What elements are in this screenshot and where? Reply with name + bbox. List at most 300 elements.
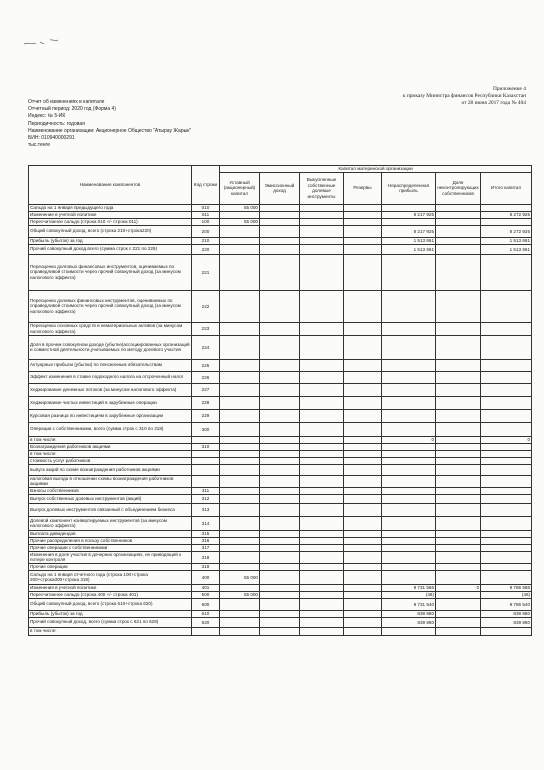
share-capital-cell — [220, 443, 260, 450]
non-controlling-cell — [436, 396, 481, 409]
reserves-cell — [344, 537, 382, 544]
row-name: Переоценка долевых финансовых инструментов, оцениваемых по справедливой стоимости через прочий совокупный доход (за минусом налогового эффекта) — [29, 290, 192, 322]
total-equity-cell: 8 272 925 — [481, 211, 532, 218]
treasury-shares-cell — [300, 627, 344, 635]
row-name: выпуск акций по схеме вознаграждения работников акциями — [29, 464, 192, 475]
total-equity-cell — [481, 464, 532, 475]
retained-earnings-cell — [382, 494, 436, 503]
row-code: 312 — [192, 494, 220, 503]
reserves-cell — [344, 551, 382, 563]
non-controlling-cell — [436, 383, 481, 396]
treasury-shares-cell — [300, 450, 344, 457]
share-capital-cell — [220, 598, 260, 610]
retained-earnings-cell — [382, 409, 436, 422]
non-controlling-cell — [436, 359, 481, 371]
non-controlling-cell — [436, 475, 481, 487]
share-capital-cell — [220, 537, 260, 544]
non-controlling-cell — [436, 409, 481, 422]
treasury-shares-cell — [300, 225, 344, 237]
table-row — [29, 530, 532, 537]
retained-earnings-cell — [382, 218, 436, 225]
row-name: Сальдо на 1 января предыдущего года — [29, 204, 192, 211]
treasury-shares-cell — [300, 617, 344, 627]
reserves-cell — [344, 322, 382, 335]
share-capital-cell — [220, 503, 260, 516]
reserves-cell — [344, 254, 382, 290]
retained-earnings-cell — [382, 537, 436, 544]
row-code: 225 — [192, 359, 220, 371]
reserves-cell — [344, 211, 382, 218]
share-capital-cell: 55 000 — [220, 218, 260, 225]
reserves-cell — [344, 598, 382, 610]
table-row — [29, 570, 532, 584]
table-row — [29, 218, 532, 225]
treasury-shares-cell — [300, 475, 344, 487]
treasury-shares-cell — [300, 443, 344, 450]
treasury-shares-cell — [300, 218, 344, 225]
reserves-cell — [344, 464, 382, 475]
total-equity-cell — [481, 443, 532, 450]
row-name: Прочие распределения в пользу собственников — [29, 537, 192, 544]
share-capital-cell — [220, 290, 260, 322]
row-name: Актуарные прибыли (убытки) по пенсионным обязательствам — [29, 359, 192, 371]
share-capital-cell — [220, 563, 260, 570]
reserves-cell — [344, 530, 382, 537]
reserves-cell — [344, 591, 382, 598]
non-controlling-cell — [436, 457, 481, 464]
total-equity-cell: 839 860 — [481, 617, 532, 627]
share-premium-cell — [260, 494, 300, 503]
non-controlling-cell — [436, 218, 481, 225]
retained-earnings-cell — [382, 627, 436, 635]
share-capital-cell — [220, 225, 260, 237]
treasury-shares-cell — [300, 371, 344, 383]
non-controlling-cell — [436, 617, 481, 627]
total-equity-cell — [481, 494, 532, 503]
table-row — [29, 464, 532, 475]
share-premium-cell — [260, 457, 300, 464]
non-controlling-cell — [436, 537, 481, 544]
share-premium-cell — [260, 551, 300, 563]
row-code: 318 — [192, 551, 220, 563]
row-code: 227 — [192, 383, 220, 396]
reserves-cell — [344, 617, 382, 627]
row-code: 310 — [192, 443, 220, 450]
row-name: Общий совокупный доход, всего (строка 210+строка220) — [29, 225, 192, 237]
treasury-shares-cell — [300, 436, 344, 443]
row-code — [192, 475, 220, 487]
table-row — [29, 225, 532, 237]
share-premium-cell — [260, 563, 300, 570]
reserves-cell — [344, 610, 382, 617]
reserves-cell — [344, 544, 382, 551]
share-capital-cell — [220, 494, 260, 503]
row-code: 220 — [192, 244, 220, 254]
row-name: Пересчитанное сальдо (строка 400 +/- строка 401) — [29, 591, 192, 598]
header-row-code: Код строки — [192, 166, 220, 205]
row-name: в том числе: — [29, 436, 192, 443]
row-name: Прочие операции с собственниками — [29, 544, 192, 551]
treasury-shares-cell — [300, 290, 344, 322]
table-row — [29, 409, 532, 422]
share-capital-cell — [220, 211, 260, 218]
total-equity-cell — [481, 475, 532, 487]
row-name: Хеджирование денежных потоков (за минусом налогового эффекта) — [29, 383, 192, 396]
header-total-equity: Итого капитал — [481, 172, 532, 204]
treasury-shares-cell — [300, 383, 344, 396]
reserves-cell — [344, 475, 382, 487]
non-controlling-cell — [436, 591, 481, 598]
row-code: 223 — [192, 322, 220, 335]
row-code: 400 — [192, 570, 220, 584]
row-name: Сальдо на 1 января отчетного года (строка 100+строка 200+строка300+строка 319) — [29, 570, 192, 584]
table-row — [29, 598, 532, 610]
retained-earnings-cell — [382, 204, 436, 211]
row-name: Выпуск собственных долевых инструментов (акций) — [29, 494, 192, 503]
share-capital-cell — [220, 409, 260, 422]
row-code: 314 — [192, 516, 220, 530]
row-code: 228 — [192, 396, 220, 409]
non-controlling-cell — [436, 244, 481, 254]
retained-earnings-cell — [382, 450, 436, 457]
non-controlling-cell — [436, 487, 481, 494]
share-premium-cell — [260, 487, 300, 494]
table-row — [29, 544, 532, 551]
share-capital-cell — [220, 457, 260, 464]
non-controlling-cell — [436, 204, 481, 211]
non-controlling-cell — [436, 503, 481, 516]
retained-earnings-cell — [382, 516, 436, 530]
retained-earnings-cell — [382, 443, 436, 450]
total-equity-cell: 8 272 925 — [481, 225, 532, 237]
table-row — [29, 443, 532, 450]
retained-earnings-cell: 839 860 — [382, 617, 436, 627]
treasury-shares-cell — [300, 598, 344, 610]
total-equity-cell: 1 513 661 — [481, 244, 532, 254]
total-equity-cell: (46) — [481, 591, 532, 598]
row-name: Прочий совокупный доход, всего (сумма строк с 621 по 629) — [29, 617, 192, 627]
non-controlling-cell — [436, 290, 481, 322]
row-name: Переоценка долговых финансовых инструментов, оцениваемых по справедливой стоимости через прочий совокупный доход (за минусом налогового эффекта) — [29, 254, 192, 290]
row-name: в том числе: — [29, 450, 192, 457]
share-capital-cell — [220, 475, 260, 487]
total-equity-cell — [481, 450, 532, 457]
row-code: 620 — [192, 617, 220, 627]
row-code: 229 — [192, 409, 220, 422]
non-controlling-cell — [436, 551, 481, 563]
appendix-line-1: Приложение 4 — [493, 86, 526, 92]
header-retained-earnings: Нераспределенная прибыль — [382, 172, 436, 204]
treasury-shares-cell — [300, 359, 344, 371]
row-name: Долевой компонент конвертируемых инструментов (за минусом налогового эффекта) — [29, 516, 192, 530]
reserves-cell — [344, 359, 382, 371]
table-row — [29, 563, 532, 570]
share-premium-cell — [260, 244, 300, 254]
treasury-shares-cell — [300, 516, 344, 530]
treasury-shares-cell — [300, 204, 344, 211]
share-capital-cell — [220, 244, 260, 254]
row-code: 200 — [192, 225, 220, 237]
treasury-shares-cell — [300, 457, 344, 464]
share-capital-cell — [220, 464, 260, 475]
appendix-line-2: к приказу Министра финансов Республики Казахстан — [402, 93, 526, 99]
share-premium-cell — [260, 598, 300, 610]
table-row — [29, 204, 532, 211]
row-code: 316 — [192, 537, 220, 544]
treasury-shares-cell — [300, 211, 344, 218]
share-premium-cell — [260, 570, 300, 584]
treasury-shares-cell — [300, 537, 344, 544]
treasury-shares-cell — [300, 544, 344, 551]
retained-earnings-cell: (46) — [382, 591, 436, 598]
treasury-shares-cell — [300, 396, 344, 409]
retained-earnings-cell — [382, 551, 436, 563]
retained-earnings-cell — [382, 457, 436, 464]
table-row — [29, 396, 532, 409]
share-capital-cell — [220, 359, 260, 371]
retained-earnings-cell: 8 217 925 — [382, 225, 436, 237]
share-premium-cell — [260, 516, 300, 530]
total-equity-cell: 0 — [481, 436, 532, 443]
table-row — [29, 436, 532, 443]
reserves-cell — [344, 457, 382, 464]
share-capital-cell — [220, 530, 260, 537]
row-code: 610 — [192, 610, 220, 617]
retained-earnings-cell: 1 513 661 — [382, 244, 436, 254]
non-controlling-cell — [436, 371, 481, 383]
treasury-shares-cell — [300, 335, 344, 359]
reserves-cell — [344, 487, 382, 494]
retained-earnings-cell: 0 — [382, 436, 436, 443]
non-controlling-cell — [436, 211, 481, 218]
treasury-shares-cell — [300, 322, 344, 335]
total-equity-cell: 1 513 661 — [481, 237, 532, 244]
retained-earnings-cell — [382, 530, 436, 537]
report-header — [28, 99, 191, 149]
treasury-shares-cell — [300, 584, 344, 591]
row-code: 011 — [192, 211, 220, 218]
share-capital-cell — [220, 610, 260, 617]
share-capital-cell: 55 000 — [220, 204, 260, 211]
table-row — [29, 254, 532, 290]
reserves-cell — [344, 494, 382, 503]
share-capital-cell — [220, 584, 260, 591]
share-premium-cell — [260, 464, 300, 475]
row-name: Прочие операции — [29, 563, 192, 570]
share-premium-cell — [260, 537, 300, 544]
share-premium-cell — [260, 254, 300, 290]
retained-earnings-cell — [382, 475, 436, 487]
non-controlling-cell — [436, 610, 481, 617]
reserves-cell — [344, 396, 382, 409]
total-equity-cell — [481, 503, 532, 516]
treasury-shares-cell — [300, 422, 344, 436]
handwritten-mark — [22, 36, 62, 48]
share-premium-cell — [260, 218, 300, 225]
row-name: Выплата дивидендов — [29, 530, 192, 537]
table-row — [29, 237, 532, 244]
non-controlling-cell — [436, 322, 481, 335]
row-code: 313 — [192, 503, 220, 516]
share-premium-cell — [260, 290, 300, 322]
row-code: 319 — [192, 563, 220, 570]
row-code: 315 — [192, 530, 220, 537]
retained-earnings-cell — [382, 371, 436, 383]
row-name: стоимость услуг работников — [29, 457, 192, 464]
row-name: Курсовая разница по инвестициям в зарубежные организации — [29, 409, 192, 422]
row-name: Доля в прочем совокупном доходе (убытке)ассоциированных организаций и совместной деятельности,учитываемых по методу долевого участия — [29, 335, 192, 359]
treasury-shares-cell — [300, 487, 344, 494]
retained-earnings-cell — [382, 570, 436, 584]
share-capital-cell: 55 000 — [220, 570, 260, 584]
non-controlling-cell — [436, 237, 481, 244]
header-share-capital: Уставный (акционерный) капитал — [220, 172, 260, 204]
non-controlling-cell — [436, 516, 481, 530]
share-premium-cell — [260, 610, 300, 617]
row-name: Изменения в доле участия в дочерних организациях, не приводящей к потере контроля — [29, 551, 192, 563]
table-row — [29, 610, 532, 617]
reserves-cell — [344, 218, 382, 225]
table-row — [29, 371, 532, 383]
share-capital-cell — [220, 396, 260, 409]
row-code: 500 — [192, 591, 220, 598]
header-reserves: Резервы — [344, 172, 382, 204]
retained-earnings-cell: 9 731 586 — [382, 584, 436, 591]
reserves-cell — [344, 570, 382, 584]
total-equity-cell — [481, 335, 532, 359]
reserves-cell — [344, 409, 382, 422]
non-controlling-cell — [436, 570, 481, 584]
share-premium-cell — [260, 211, 300, 218]
treasury-shares-cell — [300, 244, 344, 254]
header-non-controlling-interest: Доля неконтролирующих собственников — [436, 172, 481, 204]
table-row — [29, 383, 532, 396]
row-code: 300 — [192, 422, 220, 436]
total-equity-cell: 9 786 540 — [481, 598, 532, 610]
total-equity-cell — [481, 371, 532, 383]
table-row — [29, 516, 532, 530]
share-premium-cell — [260, 443, 300, 450]
appendix-line-3: от 28 июня 2017 года № 404 — [461, 100, 526, 106]
treasury-shares-cell — [300, 464, 344, 475]
row-code: 224 — [192, 335, 220, 359]
retained-earnings-cell — [382, 563, 436, 570]
row-code: 401 — [192, 584, 220, 591]
share-capital-cell — [220, 237, 260, 244]
reserves-cell — [344, 584, 382, 591]
row-code: 311 — [192, 487, 220, 494]
row-name: Переоценка основных средств и нематериальных активов (за минусом налогового эффекта) — [29, 322, 192, 335]
total-equity-cell — [481, 487, 532, 494]
table-row — [29, 457, 532, 464]
share-premium-cell — [260, 544, 300, 551]
total-equity-cell — [481, 204, 532, 211]
treasury-shares-cell — [300, 563, 344, 570]
reserves-cell — [344, 244, 382, 254]
reserves-cell — [344, 443, 382, 450]
row-name: Хеджирование чистых инвестиций в зарубежные операции — [29, 396, 192, 409]
total-equity-cell — [481, 570, 532, 584]
reserves-cell — [344, 436, 382, 443]
share-premium-cell — [260, 584, 300, 591]
share-capital-cell — [220, 551, 260, 563]
table-row — [29, 322, 532, 335]
non-controlling-cell — [436, 598, 481, 610]
treasury-shares-cell — [300, 237, 344, 244]
share-capital-cell — [220, 436, 260, 443]
row-name: Прибыль (убыток) за год — [29, 610, 192, 617]
retained-earnings-cell — [382, 359, 436, 371]
retained-earnings-cell — [382, 383, 436, 396]
non-controlling-cell — [436, 530, 481, 537]
retained-earnings-cell: 1 513 661 — [382, 237, 436, 244]
retained-earnings-cell — [382, 335, 436, 359]
row-code: 100 — [192, 218, 220, 225]
reserves-cell — [344, 563, 382, 570]
treasury-shares-cell — [300, 503, 344, 516]
reserves-cell — [344, 371, 382, 383]
non-controlling-cell — [436, 627, 481, 635]
share-premium-cell — [260, 627, 300, 635]
total-equity-cell — [481, 218, 532, 225]
reserves-cell — [344, 627, 382, 635]
total-equity-cell — [481, 537, 532, 544]
table-row — [29, 627, 532, 635]
retained-earnings-cell — [382, 254, 436, 290]
total-equity-cell — [481, 422, 532, 436]
retained-earnings-cell — [382, 422, 436, 436]
share-premium-cell — [260, 383, 300, 396]
reserves-cell — [344, 290, 382, 322]
share-capital-cell — [220, 617, 260, 627]
total-equity-cell — [481, 383, 532, 396]
share-premium-cell — [260, 371, 300, 383]
row-name: Прибыль (убыток) за год — [29, 237, 192, 244]
total-equity-cell — [481, 359, 532, 371]
retained-earnings-cell: 9 731 540 — [382, 598, 436, 610]
non-controlling-cell — [436, 422, 481, 436]
share-premium-cell — [260, 204, 300, 211]
retained-earnings-cell — [382, 290, 436, 322]
share-capital-cell — [220, 544, 260, 551]
reserves-cell — [344, 422, 382, 436]
non-controlling-cell: 0 — [436, 584, 481, 591]
table-row — [29, 422, 532, 436]
row-code — [192, 457, 220, 464]
table-row — [29, 551, 532, 563]
share-capital-cell — [220, 254, 260, 290]
retained-earnings-cell — [382, 396, 436, 409]
row-name: Прочий совокупный доход,всего (сумма строк с 221 по 229) — [29, 244, 192, 254]
row-code: 221 — [192, 254, 220, 290]
share-capital-cell — [220, 383, 260, 396]
table-row — [29, 494, 532, 503]
row-name: Изменения в учетной политике — [29, 584, 192, 591]
treasury-shares-cell — [300, 551, 344, 563]
share-premium-cell — [260, 591, 300, 598]
row-name: Взносы собственников — [29, 487, 192, 494]
reserves-cell — [344, 503, 382, 516]
table-row — [29, 487, 532, 494]
non-controlling-cell — [436, 436, 481, 443]
share-premium-cell — [260, 530, 300, 537]
share-premium-cell — [260, 617, 300, 627]
total-equity-cell — [481, 544, 532, 551]
total-equity-cell: 839 860 — [481, 610, 532, 617]
treasury-shares-cell — [300, 610, 344, 617]
row-code — [192, 627, 220, 635]
non-controlling-cell — [436, 443, 481, 450]
